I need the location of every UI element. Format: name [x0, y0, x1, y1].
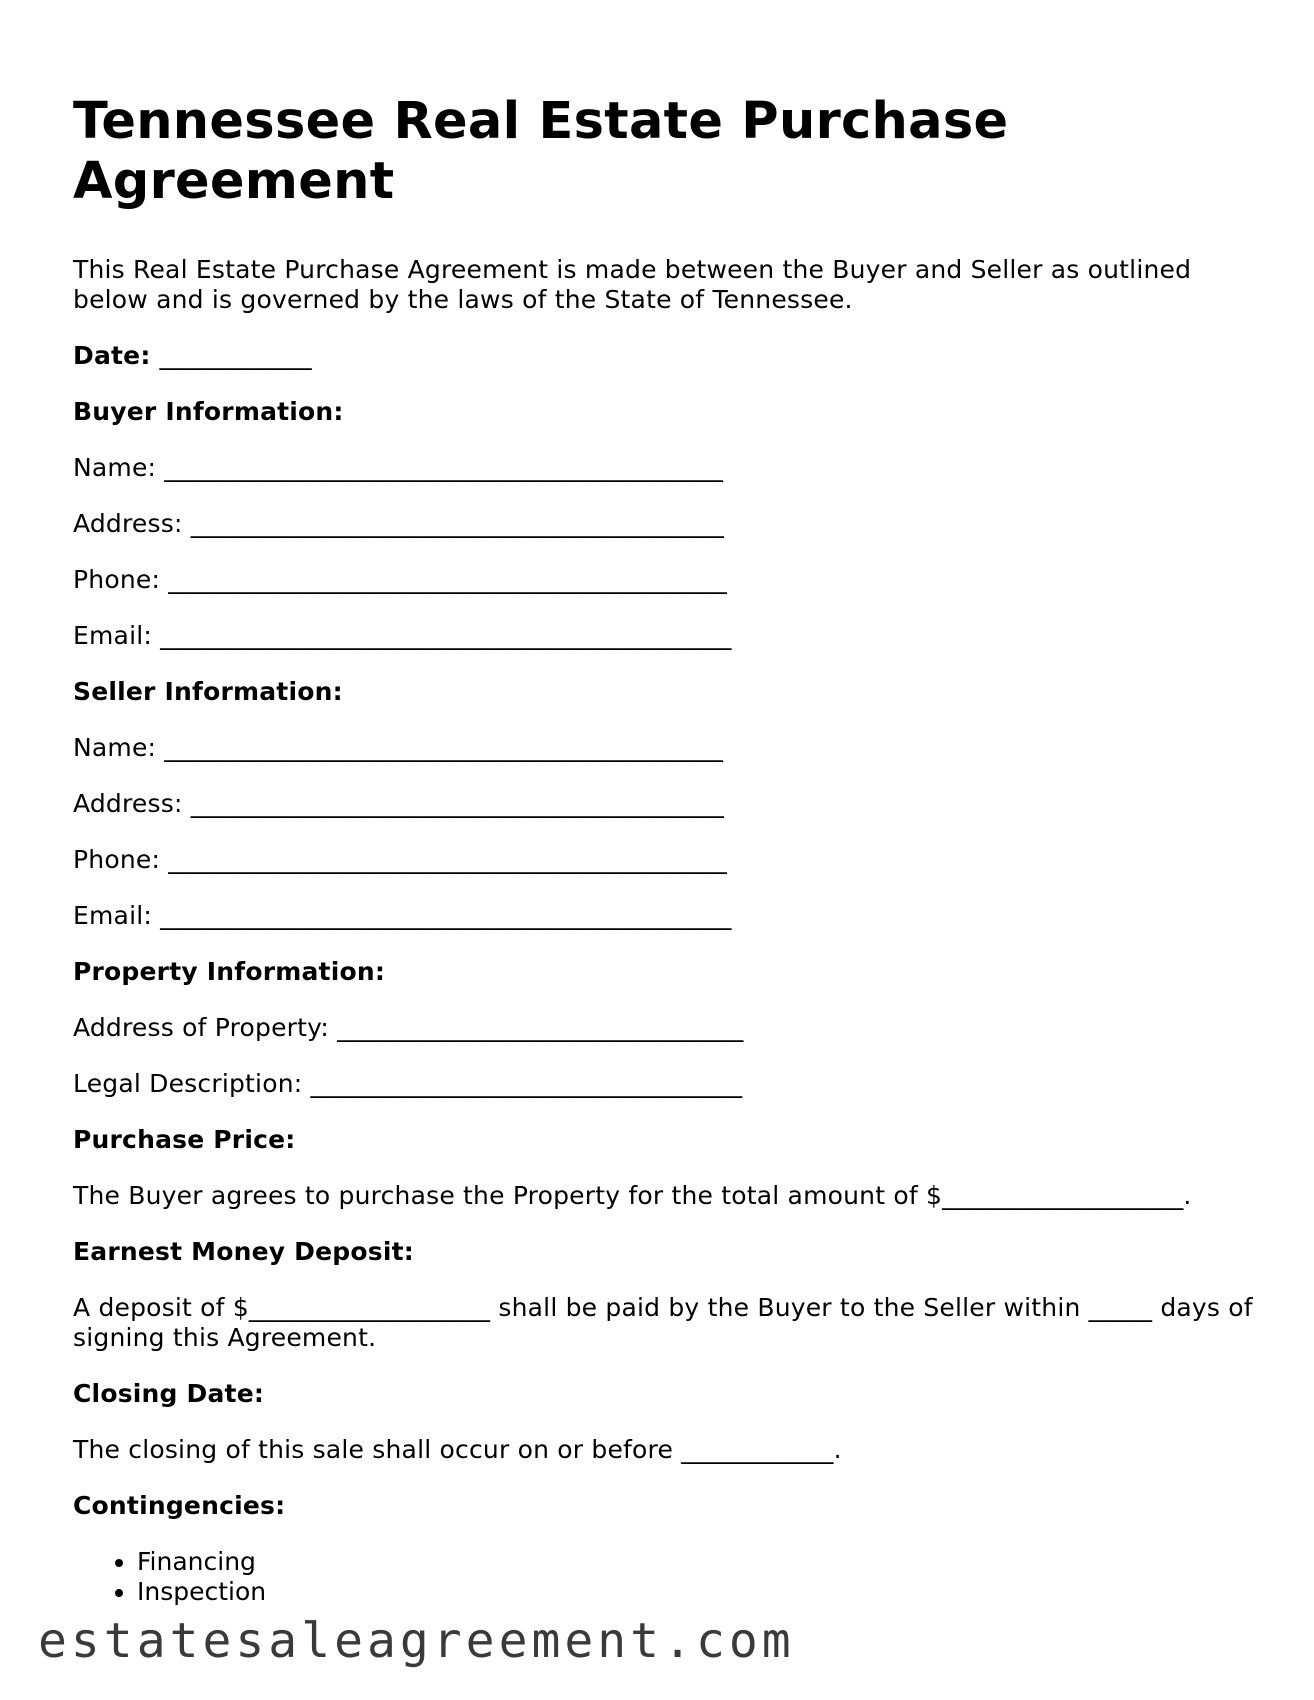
closing-heading: Closing Date:	[73, 1379, 265, 1408]
seller-address-field[interactable]: Address: __________________________________________	[73, 789, 725, 818]
price-heading: Purchase Price:	[73, 1125, 296, 1154]
date-line	[73, 341, 1253, 371]
document-page	[73, 92, 1253, 1607]
seller-heading: Seller Information:	[73, 677, 343, 706]
buyer-email-field[interactable]: Email: _____________________________________________	[73, 621, 732, 650]
property-heading: Property Information:	[73, 957, 386, 986]
property-address-field[interactable]: Address of Property: ________________________________	[73, 1013, 744, 1042]
watermark: estatesaleagreement.com	[38, 1613, 795, 1669]
contingencies-list	[73, 1547, 1253, 1607]
date-field[interactable]: ____________	[159, 341, 312, 370]
price-paragraph[interactable]: The Buyer agrees to purchase the Property for the total amount of $___________________.	[73, 1181, 1192, 1210]
buyer-name-field[interactable]: Name: ____________________________________________	[73, 453, 724, 482]
seller-email-field[interactable]: Email: _____________________________________________	[73, 901, 732, 930]
closing-paragraph[interactable]: The closing of this sale shall occur on or before ____________.	[73, 1435, 842, 1464]
seller-phone-field[interactable]: Phone: ____________________________________________	[73, 845, 728, 874]
buyer-phone-field[interactable]: Phone: ____________________________________________	[73, 565, 728, 594]
date-label: Date:	[73, 341, 151, 370]
property-legal-field[interactable]: Legal Description: __________________________________	[73, 1069, 743, 1098]
deposit-heading: Earnest Money Deposit:	[73, 1237, 414, 1266]
contingencies-heading: Contingencies:	[73, 1491, 286, 1520]
page-title: Tennessee Real Estate Purchase Agreement	[73, 92, 1009, 211]
contingency-item-inspection: • Inspection	[137, 1577, 1253, 1607]
intro-paragraph: This Real Estate Purchase Agreement is made between the Buyer and Seller as outlined below and is governed by the laws of the State of Tennessee.	[73, 255, 1192, 314]
seller-name-field[interactable]: Name: ____________________________________________	[73, 733, 724, 762]
buyer-address-field[interactable]: Address: __________________________________________	[73, 509, 725, 538]
deposit-paragraph[interactable]: A deposit of $___________________ shall be paid by the Buyer to the Seller within _____ days of signing this Agreement.	[73, 1293, 1253, 1352]
contingency-item-financing: • Financing	[137, 1547, 1253, 1577]
buyer-heading: Buyer Information:	[73, 397, 344, 426]
